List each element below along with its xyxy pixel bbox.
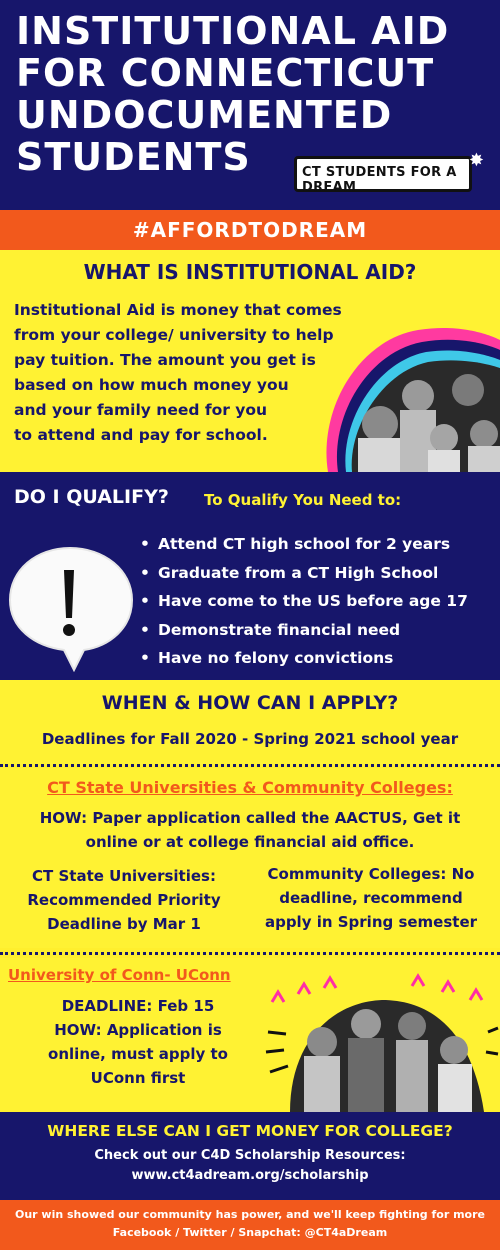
uconn-line: HOW: Application is (54, 1021, 222, 1039)
group-photo-students (318, 320, 500, 472)
community-colleges-deadline (248, 862, 494, 934)
ct-students-for-a-dream-logo (294, 150, 484, 200)
dotted-divider (0, 764, 500, 767)
when-title: WHEN & HOW CAN I APPLY? (101, 692, 399, 714)
list-item: • Have no felony convictions (140, 644, 468, 673)
dotted-divider (0, 952, 500, 955)
title-line: FOR CONNECTICUT (16, 51, 435, 95)
deadline-text: CT State Universities: (32, 867, 216, 885)
list-item: • Demonstrate financial need (140, 616, 468, 645)
deadline-text: Deadline by Mar 1 (47, 915, 201, 933)
uconn-line: UConn first (90, 1069, 186, 1087)
footer-message: Our win showed our community has power, and we'll keep fighting for more (14, 1208, 485, 1221)
how-line: HOW: Paper application called the AACTUS, Get it (39, 809, 461, 827)
footer (0, 1200, 500, 1250)
body-line: Institutional Aid is money that comes (14, 301, 342, 319)
body-line: and your family need for you (14, 401, 268, 419)
hashtag-bar (0, 210, 500, 250)
deadline-text: deadline, recommend (279, 889, 463, 907)
exclamation-speech-bubble-icon (4, 540, 136, 672)
scholarship-url-link[interactable]: www.ct4adream.org/scholarship (131, 1168, 369, 1183)
body-line: from your college/ university to help (14, 326, 334, 344)
uconn-line: online, must apply to (48, 1045, 228, 1063)
deadline-line: Deadlines for Fall 2020 - Spring 2021 school year (41, 730, 459, 748)
title-line: STUDENTS (16, 135, 251, 179)
requirements-list (140, 530, 468, 673)
when-section (0, 680, 500, 765)
how-line: online or at college financial aid office. (85, 833, 415, 851)
qualify-subtitle: To Qualify You Need to: (204, 491, 402, 509)
uconn-body (8, 994, 268, 1090)
deadline-text: Recommended Priority (27, 891, 221, 909)
uconn-title: University of Conn- UConn (8, 966, 231, 984)
title-line: INSTITUTIONAL AID (16, 9, 450, 53)
title-line: UNDOCUMENTED (16, 93, 393, 137)
what-body (14, 298, 364, 448)
deadline-text: Community Colleges: No (267, 865, 475, 883)
ct-state-section (0, 768, 500, 948)
where-else-title: WHERE ELSE CAN I GET MONEY FOR COLLEGE? (47, 1122, 453, 1140)
list-item: • Graduate from a CT High School (140, 559, 468, 588)
deadline-text: apply in Spring semester (264, 913, 478, 931)
what-title: WHAT IS INSTITUTIONAL AID? (83, 260, 417, 284)
where-else-section (0, 1112, 500, 1200)
list-item: • Have come to the US before age 17 (140, 587, 468, 616)
body-line: based on how much money you (14, 376, 289, 394)
social-handles: Facebook / Twitter / Snapchat: @CT4aDream (112, 1226, 388, 1239)
body-line: pay tuition. The amount you get is (14, 351, 316, 369)
body-line: to attend and pay for school. (14, 426, 268, 444)
sparkle-icon: ✸ (468, 150, 484, 171)
scholarship-resources-text: Check out our C4D Scholarship Resources: (94, 1148, 406, 1163)
hashtag: #AFFORDTODREAM (132, 218, 368, 242)
logo-text: CT STUDENTS FOR A DREAM (302, 165, 457, 195)
list-item: • Attend CT high school for 2 years (140, 530, 468, 559)
ct-state-title: CT State Universities & Community Colleges: (47, 778, 453, 797)
group-photo-uconn (262, 972, 500, 1112)
qualify-title: DO I QUALIFY? (14, 486, 169, 508)
ct-state-how (14, 806, 486, 854)
ct-state-universities-deadline (10, 864, 238, 936)
uconn-line: DEADLINE: Feb 15 (61, 997, 215, 1015)
